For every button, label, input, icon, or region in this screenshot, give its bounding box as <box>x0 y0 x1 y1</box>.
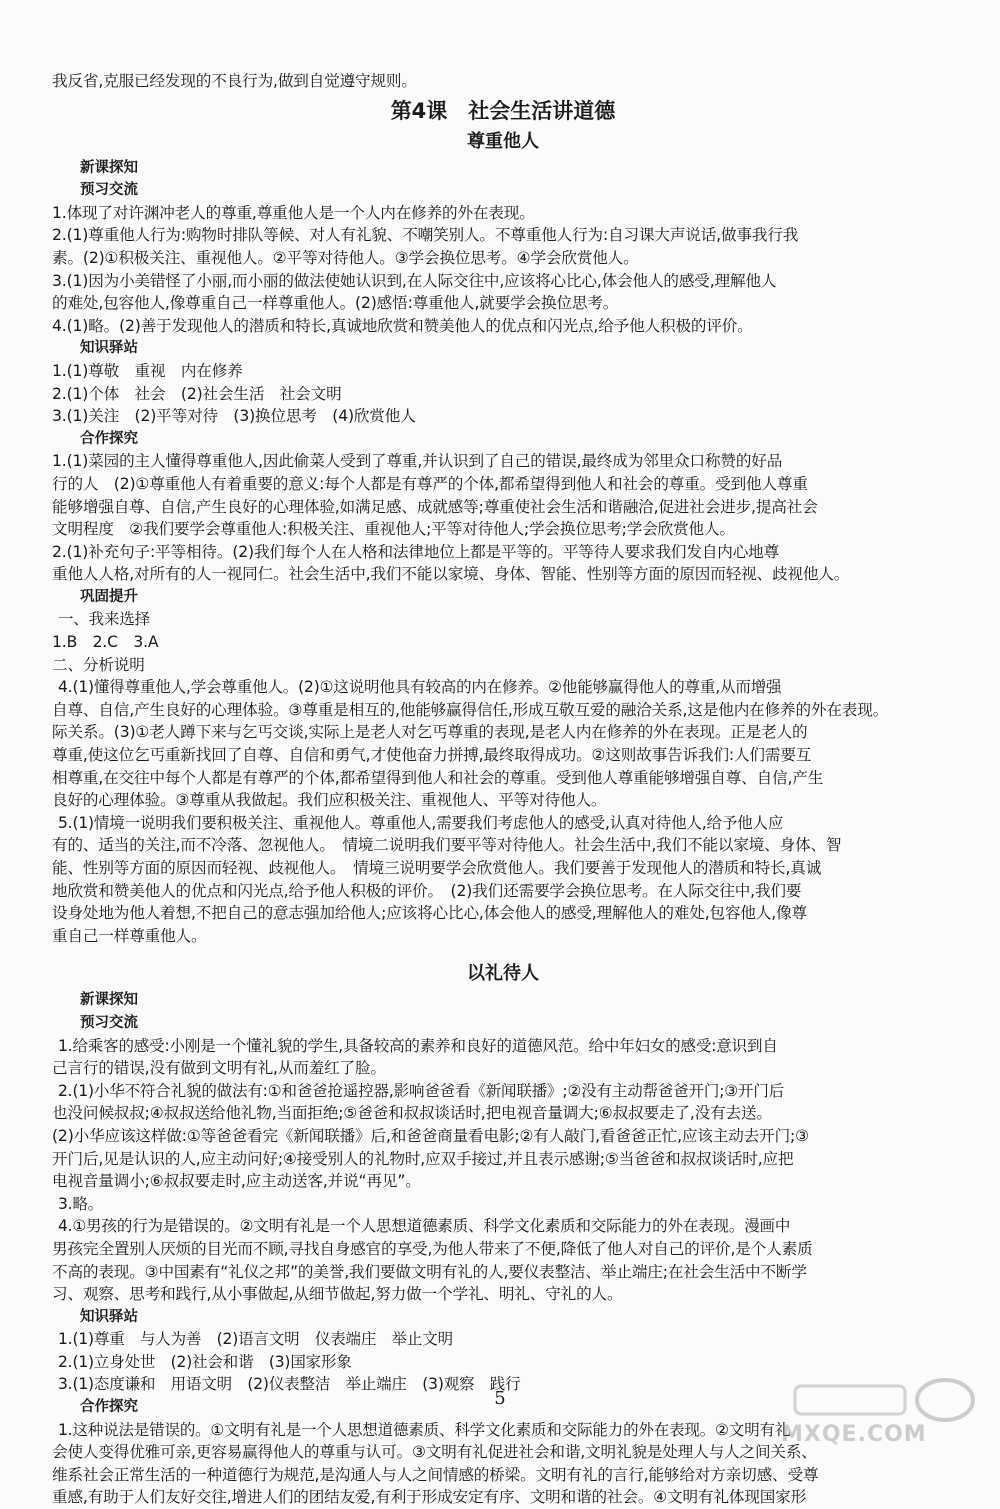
intro-line: 我反省,克服已经发现的不良行为,做到自觉遵守规则。 <box>52 72 417 90</box>
watermark-logo <box>775 1378 980 1450</box>
sections <box>52 127 954 1509</box>
page-number: 5 <box>494 1388 506 1409</box>
answer-line: 2.(1)补充句子:平等相待。(2)我们每个人在人格和法律地位上都是平等的。平等待人要求我们发自内心地尊 <box>52 542 780 561</box>
subsection-heading: 新课探知 <box>80 992 138 1009</box>
subsection-heading: 知识驿站 <box>80 1308 138 1325</box>
answer-line: 尊重,使这位乞丐重新找回了自尊、自信和勇气,才使他奋力拼搏,最终取得成功。②这则故事告诉我们:人们需要互 <box>52 746 812 765</box>
answer-line: 重他人人格,对所有的人一视同仁。社会生活中,我们不能以家境、身体、智能、性别等方面的原因而轻视、歧视他人。 <box>52 565 850 584</box>
answer-line: 有的、适当的关注,而不冷落、忽视他人。 情境二说明我们要平等对待他人。社会生活中,我们不能以家境、身体、智 <box>52 836 842 855</box>
answer-line: 1.这种说法是错误的。①文明有礼是一个人思想道德素质、科学文化素质和交际能力的外在表现。②文明有礼 <box>57 1420 791 1439</box>
answer-line: 1.体现了对许渊冲老人的尊重,尊重他人是一个人内在修养的外在表现。 <box>52 203 535 222</box>
answer-line: 1.(1)尊敬 重视 内在修养 <box>52 361 243 380</box>
section-title: 以礼待人 <box>467 963 539 985</box>
answer-line: 能、性别等方面的原因而轻视、歧视他人。 情境三说明要学会欣赏他人。我们要善于发现他人的潜质和特长,真诚 <box>52 859 822 877</box>
answer-line: 行的人 (2)①尊重他人有着重要的意义:每个人都是有尊严的个体,都希望得到他人和社会的尊重。受到他人尊重 <box>52 474 808 493</box>
answer-line: 维系社会正常生活的一种道德行为规范,是沟通人与人之间情感的桥梁。文明有礼的言行,能够给对方亲切感、受尊 <box>52 1465 819 1484</box>
subsection-heading: 巩固提升 <box>80 588 138 605</box>
section-gap <box>52 947 954 959</box>
lesson-title: 第4课 社会生活讲道德 <box>390 98 616 123</box>
answer-line: 4.(1)略。(2)善于发现他人的潜质和特长,真诚地欣赏和赞美他人的优点和闪光点,给予他人积极的评价。 <box>52 316 753 335</box>
answer-line: 文明程度 ②我们要学会尊重他人:积极关注、重视他人;平等对待他人;学会换位思考;学会欣赏他人。 <box>52 520 735 539</box>
answer-line: 3.(1)态度谦和 用语文明 (2)仪表整洁 举止端庄 (3)观察 践行 <box>57 1375 521 1394</box>
subsection-heading: 预习交流 <box>80 1014 138 1031</box>
answer-line: 一、我来选择 <box>57 610 151 629</box>
answer-line: 2.(1)立身处世 (2)社会和谐 (3)国家形象 <box>57 1352 352 1371</box>
answer-line: 良好的心理体验。③尊重从我做起。我们应积极关注、重视他人、平等对待他人。 <box>52 791 607 810</box>
watermark-url: MXQE.COM <box>781 1422 927 1447</box>
answer-line: 不高的表现。③中国素有“礼仪之邦”的美誉,我们要做文明有礼的人,要仪表整洁、举止端庄;在社会生活中不断学 <box>52 1262 807 1281</box>
answer-line: 4.①男孩的行为是错误的。②文明有礼是一个人思想道德素质、科学文化素质和交际能力的外在表现。漫画中 <box>57 1217 791 1236</box>
answer-line: 3.略。 <box>57 1194 104 1213</box>
answer-line: 会使人变得优雅可亲,更容易赢得他人的尊重与认可。③文明有礼促进社会和谐,文明礼貌是处理人与人之间关系、 <box>52 1443 817 1462</box>
answer-line: 电视音量调小;⑥叔叔要走时,应主动送客,并说“再见”。 <box>52 1172 421 1191</box>
answer-line: 也没问候叔叔;④叔叔送给他礼物,当面拒绝;⑤爸爸和叔叔谈话时,把电视音量调大;⑥叔叔要走了,没有去送。 <box>52 1104 772 1123</box>
answer-line: 己言行的错误,没有做到文明有礼,从而羞红了脸。 <box>52 1059 386 1078</box>
answer-line: (2)小华应该这样做:①等爸爸看完《新闻联播》后,和爸爸商量看电影;②有人敲门,看爸爸正忙,应该主动去开门;③ <box>52 1126 809 1145</box>
subsection-heading: 合作探究 <box>80 430 138 447</box>
subsection-heading: 预习交流 <box>80 182 138 199</box>
answer-line: 能够增强自尊、自信,产生良好的心理体验,如满足感、成就感等;尊重使社会生活和谐融洽,促进社会进步,提高社会 <box>52 497 818 516</box>
subsection-heading: 合作探究 <box>80 1399 138 1416</box>
subsection-heading: 知识驿站 <box>80 340 138 357</box>
answer-line: 男孩完全置别人厌烦的目光而不顾,寻找自身感官的享受,为他人带来了不便,降低了他人对自己的评价,是个人素质 <box>52 1239 813 1258</box>
answer-line: 1.(1)尊重 与人为善 (2)语言文明 仪表端庄 举止文明 <box>57 1330 453 1349</box>
answer-line: 2.(1)小华不符合礼貌的做法有:①和爸爸抢遥控器,影响爸爸看《新闻联播》;②没有主动帮爸爸开门;③开门后 <box>57 1081 785 1100</box>
answer-line: 相尊重,在交往中每个人都是有尊严的个体,都希望得到他人和社会的尊重。受到他人尊重能够增强自尊、自信,产生 <box>52 768 824 787</box>
answer-line: 二、分析说明 <box>52 655 145 674</box>
answer-line: 5.(1)情境一说明我们要积极关注、重视他人。尊重他人,需要我们考虑他人的感受,认真对待他人,给予他人应 <box>57 813 784 832</box>
answer-line: 1.B 2.C 3.A <box>52 633 159 652</box>
answer-line: 2.(1)尊重他人行为:购物时排队等候、对人有礼貌、不嘲笑别人。不尊重他人行为:自习课大声说话,做事我行我 <box>52 226 799 245</box>
answer-line: 习、观察、思考和践行,从小事做起,从细节做起,努力做一个学礼、明礼、守礼的人。 <box>52 1285 623 1304</box>
answer-line: 重自己一样尊重他人。 <box>52 926 207 945</box>
subsection-heading: 新课探知 <box>80 159 138 176</box>
watermark-graphic-icon <box>775 1378 980 1426</box>
answer-line: 自尊、自信,产生良好的心理体验。③尊重是相互的,他能够赢得信任,形成互敬互爱的融洽关系,这是他内在修养的外在表现。 <box>52 700 889 719</box>
answer-line: 设身处地为他人着想,不把自己的意志强加给他人;应该将心比心,体会他人的感受,理解他人的难处,包容他人,像尊 <box>52 904 807 923</box>
answer-line: 1.(1)菜园的主人懂得尊重他人,因此偷菜人受到了尊重,并认识到了自己的错误,最终成为邻里众口称赞的好品 <box>52 452 783 471</box>
answer-line: 地欣赏和赞美他人的优点和闪光点,给予他人积极的评价。 (2)我们还需要学会换位思考。在人际交往中,我们要 <box>52 881 802 900</box>
answer-line: 重感,有助于人们友好交往,增进人们的团结友爱,有利于形成安定有序、文明和谐的社会。④文明有礼体现国家形 <box>52 1488 807 1507</box>
answer-line: 素。(2)①积极关注、重视他人。②平等对待他人。③学会换位思考。④学会欣赏他人。 <box>52 248 639 267</box>
answer-line: 4.(1)懂得尊重他人,学会尊重他人。(2)①这说明他具有较高的内在修养。②他能够赢得他人的尊重,从而增强 <box>57 678 782 697</box>
section-title: 尊重他人 <box>467 130 539 152</box>
answer-line: 开门后,见是认识的人,应主动问好;④接受别人的礼物时,应双手接过,并且表示感谢;⑤当爸爸和叔叔谈话时,应把 <box>52 1149 794 1168</box>
answer-line: 的难处,包容他人,像尊重自己一样尊重他人。(2)感悟:尊重他人,就要学会换位思考。 <box>52 294 619 313</box>
answer-line: 2.(1)个体 社会 (2)社会生活 社会文明 <box>52 384 342 403</box>
answer-line: 3.(1)因为小美错怪了小丽,而小丽的做法使她认识到,在人际交往中,应该将心比心,体会他人的感受,理解他人 <box>52 271 777 290</box>
answer-line: 1.给乘客的感受:小刚是一个懂礼貌的学生,具备较高的素养和良好的道德风范。给中年妇女的感受:意识到自 <box>57 1036 778 1055</box>
page-body <box>52 70 954 1509</box>
answer-line: 3.(1)关注 (2)平等对待 (3)换位思考 (4)欣赏他人 <box>52 407 416 426</box>
answer-line: 际关系。(3)①老人蹲下来与乞丐交谈,实际上是老人对乞丐尊重的表现,是老人内在修养的外在表现。正是老人的 <box>52 723 808 742</box>
